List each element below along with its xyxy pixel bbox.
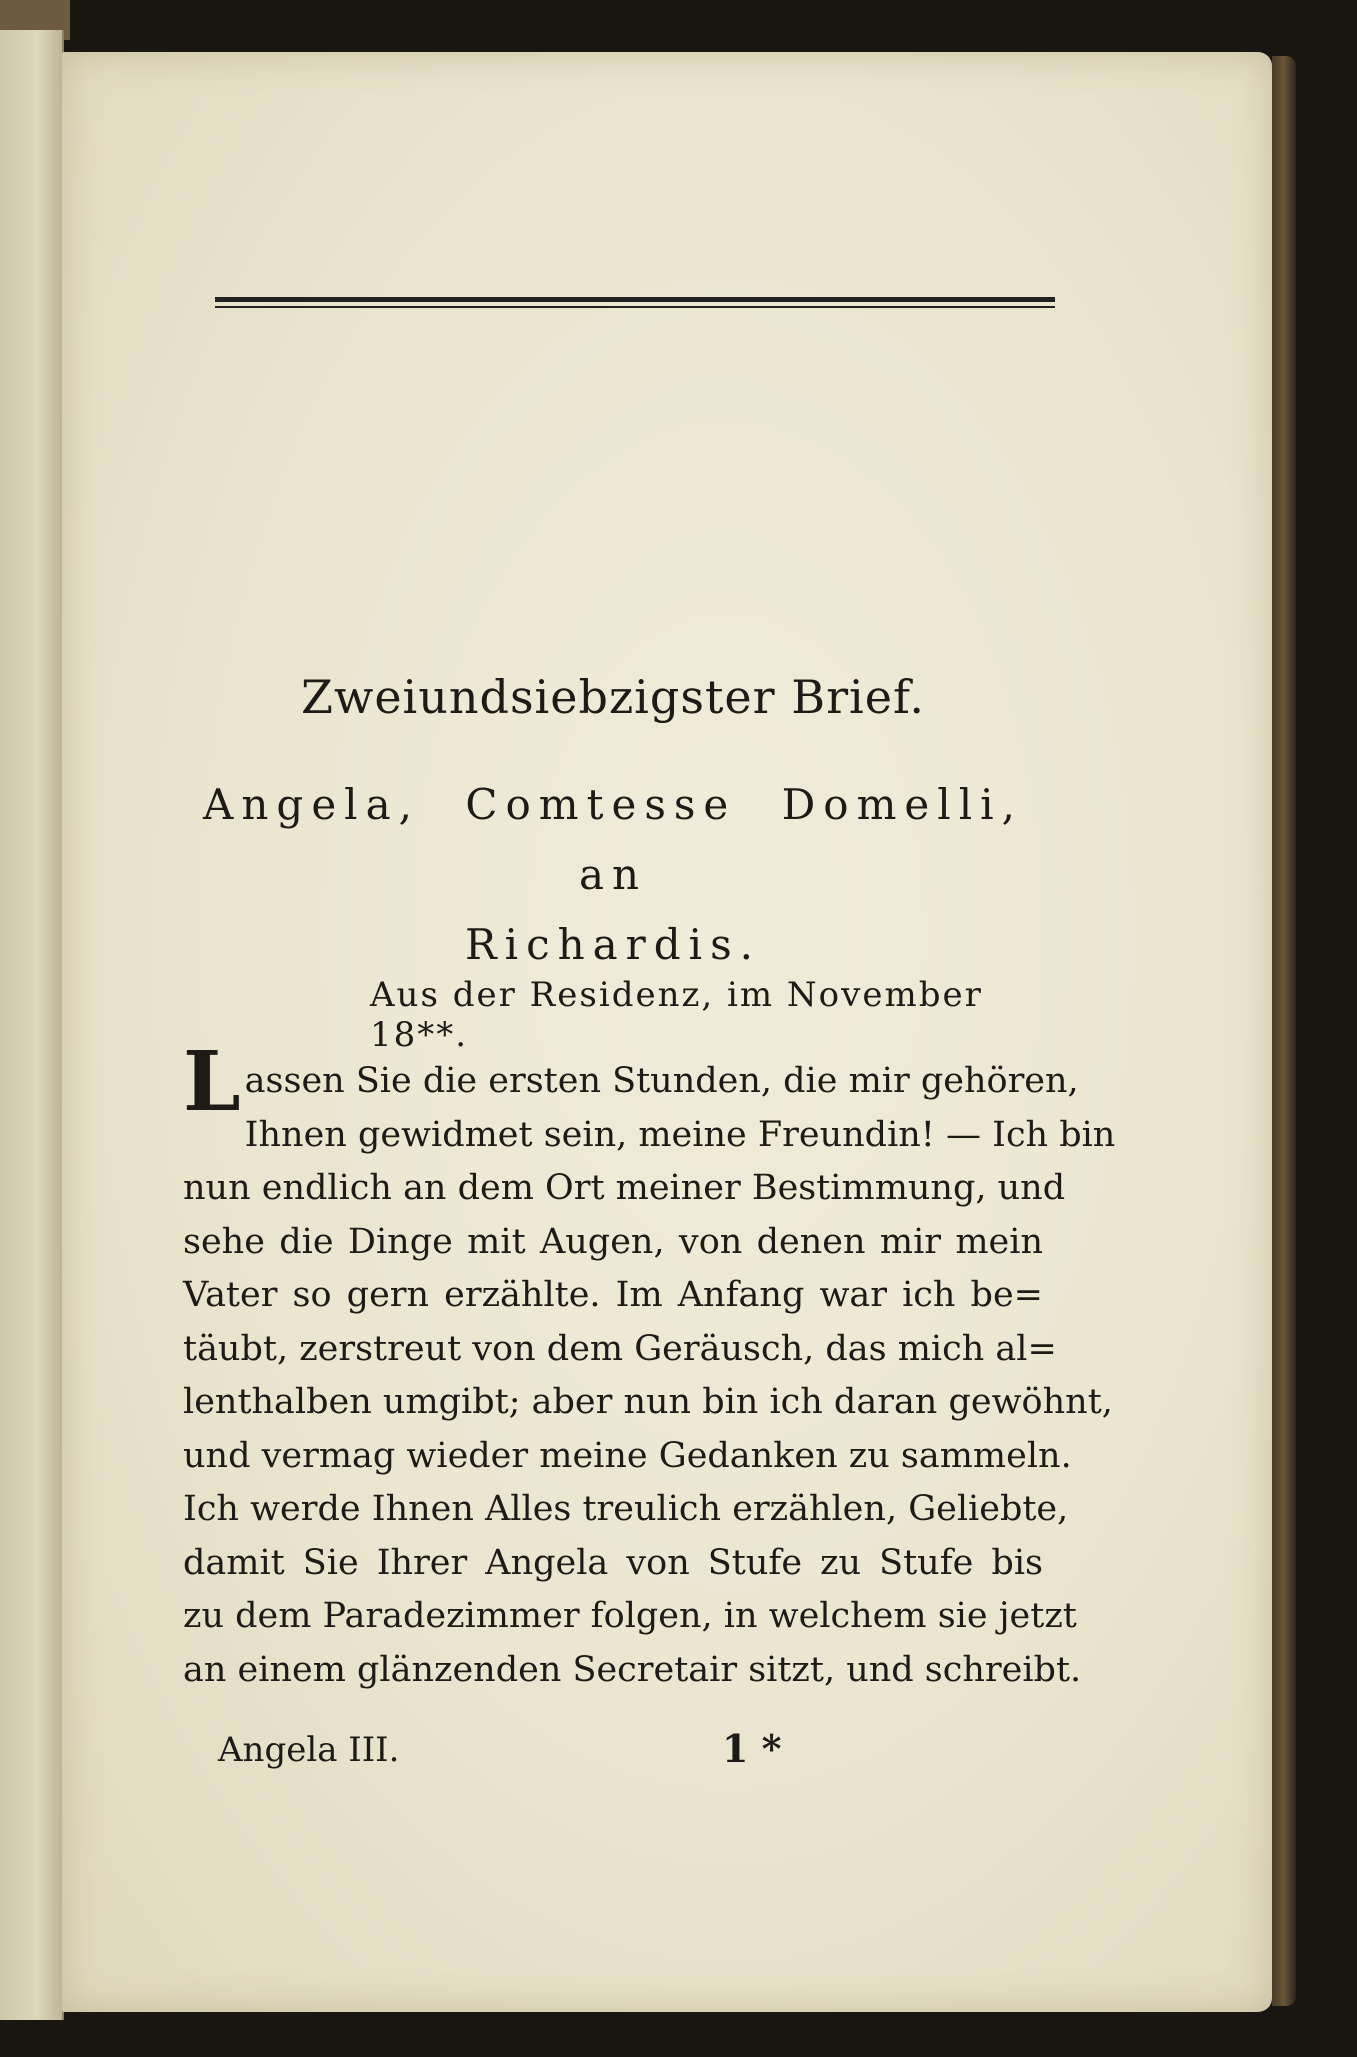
body-line: Ich werde Ihnen Alles treulich erzählen, Geliebte, bbox=[183, 1489, 1069, 1529]
letter-body bbox=[183, 1034, 1116, 1697]
header-rule-thin bbox=[215, 306, 1055, 308]
footer-signature-mark: 1 * bbox=[722, 1726, 782, 1771]
body-line: nun endlich an dem Ort meiner Bestimmung, und bbox=[183, 1168, 1066, 1208]
header-rule-thick bbox=[215, 297, 1055, 302]
recipient-line-1: Angela, Comtesse Domelli, an bbox=[203, 780, 1023, 899]
letter-title: Zweiundsiebzigster Brief. bbox=[300, 670, 925, 724]
body-line: täubt, zerstreut von dem Geräusch, das mich al= bbox=[183, 1328, 1057, 1369]
book-cover-edge bbox=[1272, 56, 1296, 2006]
previous-page-edge bbox=[0, 30, 64, 2020]
letter-recipient bbox=[183, 770, 1043, 980]
body-line: lenthalben umgibt; aber nun bin ich daran gewöhnt, bbox=[183, 1382, 1113, 1422]
body-line: und vermag wieder meine Gedanken zu sammeln. bbox=[183, 1435, 1072, 1476]
body-line: sehe die Dinge mit Augen, von denen mir mein bbox=[183, 1221, 1043, 1262]
body-line: zu dem Paradezimmer folgen, in welchem sie jetzt bbox=[183, 1596, 1077, 1636]
recipient-line-2: Richardis. bbox=[465, 920, 761, 969]
footer-signature: Angela III. bbox=[218, 1730, 400, 1770]
body-line: assen Sie die ersten Stunden, die mir gehören, bbox=[244, 1061, 1079, 1101]
letter-location-date: Aus der Residenz, im November 18**. bbox=[370, 975, 983, 1055]
drop-cap: L bbox=[183, 1034, 241, 1130]
body-line: Ihnen gewidmet sein, meine Freundin! — Ich bin bbox=[244, 1114, 1116, 1155]
body-line: an einem glänzenden Secretair sitzt, und schreibt. bbox=[183, 1649, 1082, 1690]
body-line: Vater so gern erzählte. Im Anfang war ich be= bbox=[183, 1275, 1043, 1315]
body-line: damit Sie Ihrer Angela von Stufe zu Stufe bis bbox=[183, 1542, 1043, 1583]
